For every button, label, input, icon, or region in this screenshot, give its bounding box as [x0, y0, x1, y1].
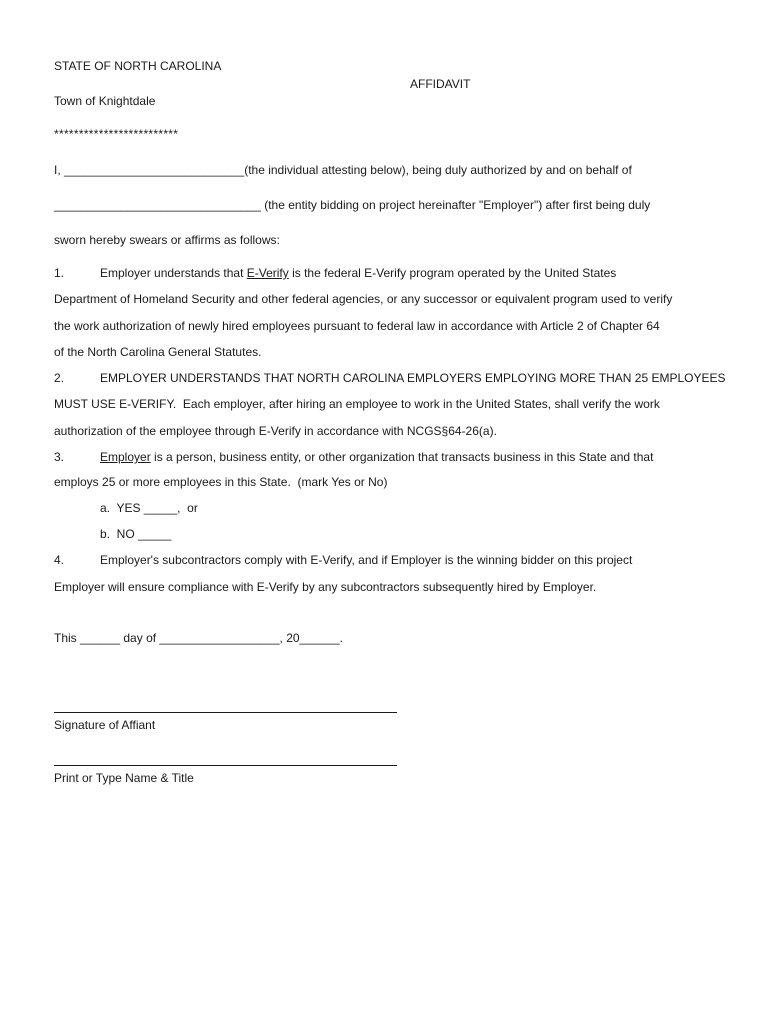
signature-line[interactable] [54, 712, 397, 713]
item-3-post: is a person, business entity, or other organization that transacts business in this State and that [150, 450, 654, 464]
intro-line-2: _______________________________ (the entity bidding on project hereinafter "Employer") after first being duly [54, 198, 651, 212]
item-1-line-3: the work authorization of newly hired employees pursuant to federal law in accordance with Article 2 of Chapter 64 [54, 319, 660, 333]
item-4-line-1: Employer's subcontractors comply with E-Verify, and if Employer is the winning bidder on this project [100, 553, 633, 567]
signature-label: Signature of Affiant [54, 718, 156, 732]
date-line[interactable]: This ______ day of __________________, 20______. [54, 631, 343, 645]
item-2-number: 2. [54, 371, 65, 385]
option-no[interactable]: b. NO _____ [100, 527, 172, 541]
star-divider: ************************* [54, 127, 179, 141]
document-title: AFFIDAVIT [410, 77, 471, 91]
item-3-line-1 [100, 449, 653, 465]
name-title-line[interactable] [54, 765, 397, 766]
item-1-line-2: Department of Homeland Security and other federal agencies, or any successor or equivalent program used to verify [54, 292, 673, 306]
town-heading: Town of Knightdale [54, 94, 156, 108]
item-4-number: 4. [54, 553, 65, 567]
item-2-line-2: MUST USE E-VERIFY. Each employer, after hiring an employee to work in the United States, shall verify the work [54, 397, 660, 411]
item-1-post: is the federal E-Verify program operated by the United States [288, 266, 617, 280]
option-yes[interactable]: a. YES _____, or [100, 501, 198, 515]
intro-line-1: I, ___________________________(the individual attesting below), being duly authorized by and on behalf of [54, 163, 632, 177]
item-3-number: 3. [54, 450, 65, 464]
item-3-line-2: employs 25 or more employees in this State. (mark Yes or No) [54, 475, 388, 489]
item-2-line-3: authorization of the employee through E-Verify in accordance with NCGS§64-26(a). [54, 424, 497, 438]
name-title-label: Print or Type Name & Title [54, 771, 194, 785]
item-1-number: 1. [54, 266, 65, 280]
item-4-line-2: Employer will ensure compliance with E-Verify by any subcontractors subsequently hired by Employer. [54, 580, 597, 594]
state-heading: STATE OF NORTH CAROLINA [54, 59, 222, 73]
e-verify-term: E-Verify [246, 266, 289, 280]
item-2-line-1: EMPLOYER UNDERSTANDS THAT NORTH CAROLINA EMPLOYERS EMPLOYING MORE THAN 25 EMPLOYEES [100, 371, 726, 385]
intro-line-3: sworn hereby swears or affirms as follows: [54, 233, 280, 247]
item-1-line-4: of the North Carolina General Statutes. [54, 345, 262, 359]
item-1-pre: Employer understands that [100, 266, 247, 280]
employer-term: Employer [100, 450, 151, 464]
item-1-line-1 [100, 265, 616, 281]
